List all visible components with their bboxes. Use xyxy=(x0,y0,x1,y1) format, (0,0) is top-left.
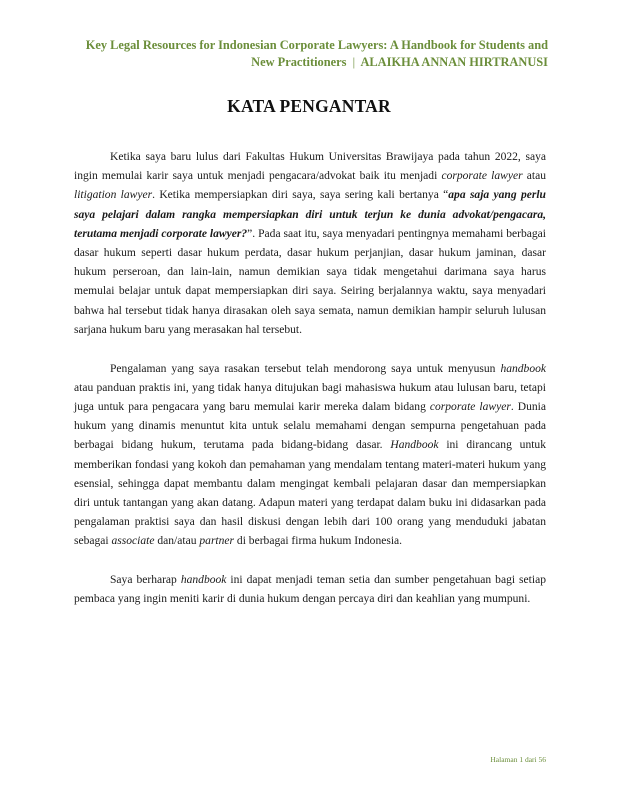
text-run: atau panduan praktis ini, yang tidak hanya ditujukan bagi mahasiswa hukum atau lulusan baru, tetapi juga untuk para pengacara yang baru memulai karir mereka dalam bidang xyxy=(74,381,546,413)
running-header xyxy=(68,37,548,71)
text-run: . Dunia hukum yang dinamis menuntut kita untuk selalu memahami dengan sempurna pengetahuan pada berbagai bidang hukum, terutama pada bidang-bidang dasar. xyxy=(74,400,547,452)
page-title: KATA PENGANTAR xyxy=(227,96,391,116)
italic-run: handbook xyxy=(180,574,227,587)
header-book-title: Key Legal Resources for Indonesian Corporate Lawyers: A Handbook for Students and New Practitioners xyxy=(85,38,548,69)
italic-run: litigation lawyer xyxy=(74,189,153,202)
text-run: Ketika saya baru lulus dari Fakultas Hukum Universitas Brawijaya pada tahun 2022, saya ingin memulai karir saya untuk menjadi pengacara/advokat baik itu menjadi xyxy=(74,151,546,183)
bold-italic-question: apa saja yang perlu saya pelajari dalam rangka mempersiapkan diri untuk terjun ke dunia advokat/pengacara, terutama menjadi corporate lawyer? xyxy=(74,189,546,240)
text-run: ”. Pada saat itu, saya menyadari pentingnya memahami berbagai dasar hukum seperti dasar hukum perdata, dasar hukum perjanjian, dasar hukum jaminan, dasar hukum perseroan, dan lain-lain, namun demikian saya tidak mengetahui darimana saya harus memulai belajar untuk dapat mempersiapkan diri saya. Seiring berjalannya waktu, saya menyadari bahwa hal tersebut tidak hanya dirasakan oleh saya semata, namun demikian hampir seluruh lulusan sarjana hukum baru yang merasakan hal tersebut. xyxy=(74,227,546,336)
text-run: . Ketika mempersiapkan diri saya, saya sering kali bertanya “ xyxy=(152,189,449,202)
body-text xyxy=(74,148,546,629)
text-run: atau xyxy=(522,170,546,183)
italic-run: corporate lawyer xyxy=(441,170,523,183)
text-run: ini dirancang untuk memberikan fondasi yang kokoh dan pemahaman yang mendalam tentang materi-materi hukum yang esensial, sehingga dapat membantu dalam mengingat kembali pelajaran dasar dan mempersiapkan diri untuk tantangan yang akan datang. Adapun materi yang terdapat dalam buku ini didasarkan pada pengalaman praktisi saya dan hasil diskusi dengan lebih dari 100 orang yang menduduki jabatan sebagai xyxy=(74,439,546,548)
page-number: Halaman 1 dari 56 xyxy=(490,755,546,764)
text-run: di berbagai firma hukum Indonesia. xyxy=(234,535,403,548)
italic-run: associate xyxy=(111,535,155,548)
paragraph-2 xyxy=(74,360,546,552)
text-run: ini dapat menjadi teman setia dan sumber pengetahuan bagi setiap pembaca yang ingin meniti karir di dunia hukum dengan percaya diri dan keahlian yang mumpuni. xyxy=(74,574,546,606)
header-author: ALAIKHA ANNAN HIRTRANUSI xyxy=(360,55,548,69)
text-run: Saya berharap xyxy=(110,574,181,587)
text-run: dan/atau xyxy=(154,535,200,548)
italic-run: corporate lawyer xyxy=(429,400,511,413)
italic-run: handbook xyxy=(500,362,546,375)
header-separator: | xyxy=(352,55,356,69)
paragraph-1 xyxy=(74,148,546,340)
italic-run: partner xyxy=(199,535,235,548)
paragraph-3 xyxy=(74,571,546,609)
italic-run: Handbook xyxy=(390,439,439,452)
text-run: Pengalaman yang saya rasakan tersebut telah mendorong saya untuk menyusun xyxy=(110,362,501,375)
